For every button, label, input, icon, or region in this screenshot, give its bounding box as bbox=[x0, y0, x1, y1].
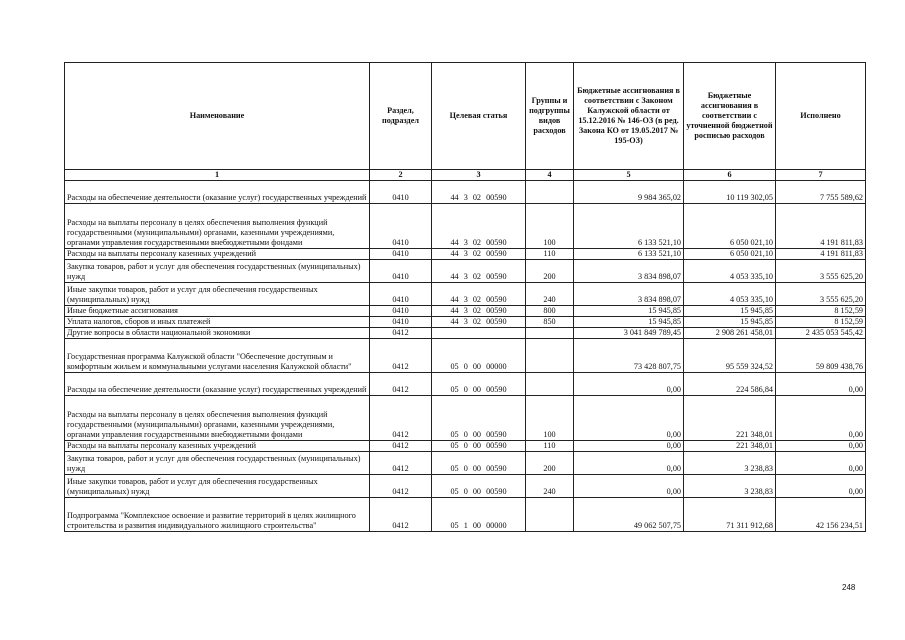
row-approved-amount: 0,00 bbox=[574, 452, 684, 475]
row-target-item: 05 0 00 00590 bbox=[432, 441, 526, 452]
row-expense-group: 100 bbox=[526, 396, 574, 441]
row-expense-group: 110 bbox=[526, 249, 574, 260]
row-section: 0412 bbox=[370, 475, 432, 498]
row-target-item: 05 0 00 00590 bbox=[432, 373, 526, 396]
row-refined-amount: 4 053 335,10 bbox=[684, 283, 776, 306]
row-refined-amount: 3 238,83 bbox=[684, 452, 776, 475]
row-approved-amount: 9 984 365,02 bbox=[574, 181, 684, 204]
row-expense-group: 240 bbox=[526, 283, 574, 306]
row-name: Расходы на выплаты персоналу в целях обеспечения выполнения функций государственными (муниципальными) органами, казенными учреждениями, органами управления государственными внебюджетными фондами bbox=[65, 396, 370, 441]
header-name: Наименование bbox=[65, 63, 370, 170]
row-expense-group: 850 bbox=[526, 317, 574, 328]
table-row bbox=[65, 283, 866, 306]
row-approved-amount: 6 133 521,10 bbox=[574, 204, 684, 249]
table-row bbox=[65, 452, 866, 475]
page-number: 248 bbox=[842, 583, 856, 592]
row-section: 0412 bbox=[370, 441, 432, 452]
column-number: 6 bbox=[684, 170, 776, 181]
row-name: Расходы на выплаты персоналу в целях обеспечения выполнения функций государственными (муниципальными) органами, казенными учреждениями, органами управления государственными внебюджетными фондами bbox=[65, 204, 370, 249]
row-executed-amount: 0,00 bbox=[776, 475, 866, 498]
header-section: Раздел, подраздел bbox=[370, 63, 432, 170]
row-name: Иные закупки товаров, работ и услуг для обеспечения государственных (муниципальных) нужд bbox=[65, 475, 370, 498]
row-approved-amount: 3 834 898,07 bbox=[574, 260, 684, 283]
header-expense-group: Группы и подгруппы видов расходов bbox=[526, 63, 574, 170]
row-expense-group: 240 bbox=[526, 475, 574, 498]
column-number: 4 bbox=[526, 170, 574, 181]
row-section: 0412 bbox=[370, 328, 432, 339]
row-section: 0412 bbox=[370, 339, 432, 373]
column-number-row bbox=[65, 170, 866, 181]
row-refined-amount: 6 050 021,10 bbox=[684, 204, 776, 249]
row-expense-group bbox=[526, 498, 574, 532]
table-row bbox=[65, 373, 866, 396]
row-refined-amount: 15 945,85 bbox=[684, 306, 776, 317]
row-section: 0410 bbox=[370, 181, 432, 204]
row-approved-amount: 15 945,85 bbox=[574, 306, 684, 317]
header-row bbox=[65, 63, 866, 170]
row-executed-amount: 8 152,59 bbox=[776, 306, 866, 317]
row-refined-amount: 6 050 021,10 bbox=[684, 249, 776, 260]
row-executed-amount: 4 191 811,83 bbox=[776, 204, 866, 249]
table-row bbox=[65, 306, 866, 317]
row-target-item: 44 3 02 00590 bbox=[432, 283, 526, 306]
table-row bbox=[65, 396, 866, 441]
table-row bbox=[65, 317, 866, 328]
table-body bbox=[65, 181, 866, 532]
row-expense-group bbox=[526, 339, 574, 373]
row-target-item: 44 3 02 00590 bbox=[432, 306, 526, 317]
row-name: Расходы на обеспечение деятельности (оказание услуг) государственных учреждений bbox=[65, 373, 370, 396]
row-name: Иные закупки товаров, работ и услуг для обеспечения государственных (муниципальных) нужд bbox=[65, 283, 370, 306]
row-approved-amount: 3 041 849 789,45 bbox=[574, 328, 684, 339]
row-executed-amount: 0,00 bbox=[776, 452, 866, 475]
row-name: Закупка товаров, работ и услуг для обеспечения государственных (муниципальных) нужд bbox=[65, 260, 370, 283]
row-expense-group: 110 bbox=[526, 441, 574, 452]
row-expense-group bbox=[526, 181, 574, 204]
row-refined-amount: 15 945,85 bbox=[684, 317, 776, 328]
row-approved-amount: 0,00 bbox=[574, 475, 684, 498]
row-executed-amount: 0,00 bbox=[776, 441, 866, 452]
row-expense-group bbox=[526, 328, 574, 339]
column-number: 7 bbox=[776, 170, 866, 181]
row-target-item: 44 3 02 00590 bbox=[432, 260, 526, 283]
row-approved-amount: 49 062 507,75 bbox=[574, 498, 684, 532]
row-target-item: 05 0 00 00590 bbox=[432, 452, 526, 475]
row-executed-amount: 3 555 625,20 bbox=[776, 283, 866, 306]
row-executed-amount: 0,00 bbox=[776, 373, 866, 396]
row-approved-amount: 6 133 521,10 bbox=[574, 249, 684, 260]
row-expense-group: 200 bbox=[526, 452, 574, 475]
row-target-item bbox=[432, 328, 526, 339]
row-executed-amount: 2 435 053 545,42 bbox=[776, 328, 866, 339]
row-executed-amount: 8 152,59 bbox=[776, 317, 866, 328]
row-refined-amount: 10 119 302,05 bbox=[684, 181, 776, 204]
column-number: 1 bbox=[65, 170, 370, 181]
row-executed-amount: 4 191 811,83 bbox=[776, 249, 866, 260]
row-executed-amount: 0,00 bbox=[776, 396, 866, 441]
row-section: 0410 bbox=[370, 260, 432, 283]
column-number: 5 bbox=[574, 170, 684, 181]
row-target-item: 05 0 00 00590 bbox=[432, 475, 526, 498]
row-section: 0410 bbox=[370, 317, 432, 328]
row-expense-group: 200 bbox=[526, 260, 574, 283]
row-approved-amount: 0,00 bbox=[574, 396, 684, 441]
budget-execution-table bbox=[64, 62, 866, 532]
row-section: 0410 bbox=[370, 306, 432, 317]
row-target-item: 44 3 02 00590 bbox=[432, 181, 526, 204]
row-expense-group bbox=[526, 373, 574, 396]
table-row bbox=[65, 204, 866, 249]
table-row bbox=[65, 441, 866, 452]
row-name: Подпрограмма "Комплексное освоение и развитие территорий в целях жилищного строительства и развития индивидуального жилищного строительства" bbox=[65, 498, 370, 532]
row-section: 0410 bbox=[370, 249, 432, 260]
row-refined-amount: 2 908 261 458,01 bbox=[684, 328, 776, 339]
row-section: 0410 bbox=[370, 283, 432, 306]
row-section: 0412 bbox=[370, 396, 432, 441]
table-row bbox=[65, 339, 866, 373]
row-expense-group: 800 bbox=[526, 306, 574, 317]
row-target-item: 05 0 00 00590 bbox=[432, 396, 526, 441]
row-approved-amount: 0,00 bbox=[574, 373, 684, 396]
header-executed: Исполнено bbox=[776, 63, 866, 170]
row-section: 0412 bbox=[370, 498, 432, 532]
column-number: 3 bbox=[432, 170, 526, 181]
row-approved-amount: 0,00 bbox=[574, 441, 684, 452]
row-name: Расходы на выплаты персоналу казенных учреждений bbox=[65, 249, 370, 260]
row-target-item: 05 0 00 00000 bbox=[432, 339, 526, 373]
row-refined-amount: 71 311 912,68 bbox=[684, 498, 776, 532]
table-row bbox=[65, 181, 866, 204]
table-row bbox=[65, 260, 866, 283]
row-target-item: 44 3 02 00590 bbox=[432, 317, 526, 328]
row-target-item: 44 3 02 00590 bbox=[432, 249, 526, 260]
table-row bbox=[65, 249, 866, 260]
row-target-item: 05 1 00 00000 bbox=[432, 498, 526, 532]
row-refined-amount: 4 053 335,10 bbox=[684, 260, 776, 283]
row-name: Государственная программа Калужской области "Обеспечение доступным и комфортным жильем и коммунальными услугами населения Калужской области" bbox=[65, 339, 370, 373]
table-row bbox=[65, 328, 866, 339]
row-section: 0410 bbox=[370, 204, 432, 249]
row-expense-group: 100 bbox=[526, 204, 574, 249]
row-executed-amount: 59 809 438,76 bbox=[776, 339, 866, 373]
row-refined-amount: 221 348,01 bbox=[684, 396, 776, 441]
row-approved-amount: 3 834 898,07 bbox=[574, 283, 684, 306]
row-target-item: 44 3 02 00590 bbox=[432, 204, 526, 249]
row-name: Другие вопросы в области национальной экономики bbox=[65, 328, 370, 339]
row-approved-amount: 73 428 807,75 bbox=[574, 339, 684, 373]
row-section: 0412 bbox=[370, 373, 432, 396]
row-name: Закупка товаров, работ и услуг для обеспечения государственных (муниципальных) нужд bbox=[65, 452, 370, 475]
row-refined-amount: 95 559 324,52 bbox=[684, 339, 776, 373]
row-approved-amount: 15 945,85 bbox=[574, 317, 684, 328]
table-row bbox=[65, 475, 866, 498]
header-target-item: Целевая статья bbox=[432, 63, 526, 170]
row-executed-amount: 3 555 625,20 bbox=[776, 260, 866, 283]
row-refined-amount: 3 238,83 bbox=[684, 475, 776, 498]
row-refined-amount: 224 586,84 bbox=[684, 373, 776, 396]
row-executed-amount: 7 755 589,62 bbox=[776, 181, 866, 204]
table-row bbox=[65, 498, 866, 532]
header-approved-allocations: Бюджетные ассигнования в соответствии с Законом Калужской области от 15.12.2016 № 146-ОЗ (в ред. Закона КО от 19.05.2017 № 195-ОЗ) bbox=[574, 63, 684, 170]
row-name: Расходы на обеспечение деятельности (оказание услуг) государственных учреждений bbox=[65, 181, 370, 204]
column-number: 2 bbox=[370, 170, 432, 181]
row-name: Расходы на выплаты персоналу казенных учреждений bbox=[65, 441, 370, 452]
header-refined-allocations: Бюджетные ассигнования в соответствии с уточненной бюджетной росписью расходов bbox=[684, 63, 776, 170]
row-name: Иные бюджетные ассигнования bbox=[65, 306, 370, 317]
row-section: 0412 bbox=[370, 452, 432, 475]
row-name: Уплата налогов, сборов и иных платежей bbox=[65, 317, 370, 328]
row-executed-amount: 42 156 234,51 bbox=[776, 498, 866, 532]
row-refined-amount: 221 348,01 bbox=[684, 441, 776, 452]
